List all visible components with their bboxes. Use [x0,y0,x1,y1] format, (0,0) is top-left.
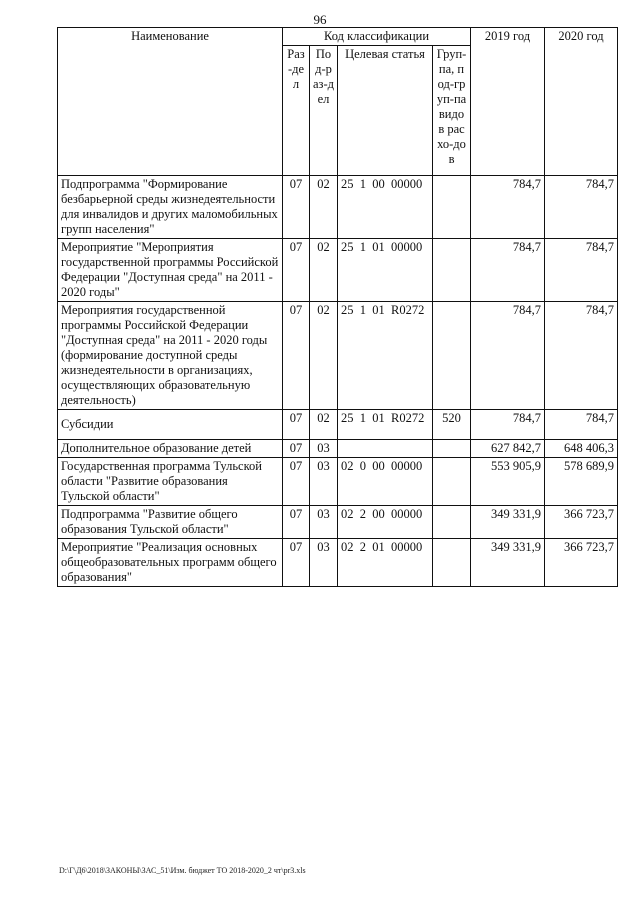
row-target: 25 1 01 R0272 [338,302,433,410]
row-section: 07 [283,302,310,410]
row-2020: 784,7 [545,176,618,239]
row-group [433,506,471,539]
table-row [58,440,618,458]
row-2019: 553 905,9 [471,458,545,506]
row-target [338,440,433,458]
row-group [433,440,471,458]
row-section: 07 [283,539,310,587]
footer-file-path: D:\Г\Д6\2018\ЗАКОНЫ\ЗАС_51\Изм. бюджет ТО 2018-2020_2 чт\pr3.xls [59,866,306,875]
table-row [58,302,618,410]
row-2019: 784,7 [471,410,545,440]
row-2019: 349 331,9 [471,539,545,587]
table-row [58,458,618,506]
row-name: Субсидии [58,410,283,440]
row-group [433,302,471,410]
row-2019: 784,7 [471,176,545,239]
table-row [58,176,618,239]
header-section: Раз-дел [283,46,310,176]
row-2020: 366 723,7 [545,506,618,539]
row-subsection: 03 [310,506,338,539]
row-name: Подпрограмма "Развитие общего образования Тульской области" [58,506,283,539]
row-2020: 578 689,9 [545,458,618,506]
row-subsection: 03 [310,539,338,587]
row-group [433,458,471,506]
row-group [433,176,471,239]
row-subsection: 03 [310,458,338,506]
row-group [433,239,471,302]
row-target: 02 2 00 00000 [338,506,433,539]
table-row [58,239,618,302]
row-section: 07 [283,239,310,302]
table-row [58,506,618,539]
row-subsection: 02 [310,302,338,410]
row-2019: 349 331,9 [471,506,545,539]
row-2019: 784,7 [471,302,545,410]
row-name: Подпрограмма "Формирование безбарьерной среды жизнедеятельности для инвалидов и других маломобильных групп населения" [58,176,283,239]
row-2020: 784,7 [545,410,618,440]
row-name: Государственная программа Тульской области "Развитие образования Тульской области" [58,458,283,506]
row-name: Мероприятие "Реализация основных общеобразовательных программ общего образования" [58,539,283,587]
budget-table [57,27,618,587]
header-expense-group: Груп-па, под-груп-па видов расхо-дов [433,46,471,176]
row-subsection: 02 [310,176,338,239]
row-subsection: 02 [310,410,338,440]
row-subsection: 02 [310,239,338,302]
row-name: Мероприятия государственной программы Российской Федерации "Доступная среда" на 2011 - 2020 годы (формирование доступной среды жизнедеятельности в организациях, осуществляющих образовательную деятельность) [58,302,283,410]
row-target: 02 2 01 00000 [338,539,433,587]
row-section: 07 [283,458,310,506]
row-target: 25 1 01 R0272 [338,410,433,440]
row-group [433,539,471,587]
header-name: Наименование [58,28,283,176]
header-2019: 2019 год [471,28,545,176]
header-2020: 2020 год [545,28,618,176]
row-target: 25 1 01 00000 [338,239,433,302]
table-row [58,539,618,587]
row-2020: 366 723,7 [545,539,618,587]
row-section: 07 [283,176,310,239]
row-2019: 627 842,7 [471,440,545,458]
row-subsection: 03 [310,440,338,458]
row-section: 07 [283,440,310,458]
row-2020: 784,7 [545,239,618,302]
header-subsection: Под-раз-дел [310,46,338,176]
row-name: Дополнительное образование детей [58,440,283,458]
row-section: 07 [283,410,310,440]
row-group: 520 [433,410,471,440]
header-target-article: Целевая статья [338,46,433,176]
row-target: 25 1 00 00000 [338,176,433,239]
header-classification: Код классификации [283,28,471,46]
row-name: Мероприятие "Мероприятия государственной программы Российской Федерации "Доступная среда" на 2011 - 2020 годы" [58,239,283,302]
row-2020: 648 406,3 [545,440,618,458]
row-2019: 784,7 [471,239,545,302]
row-2020: 784,7 [545,302,618,410]
row-section: 07 [283,506,310,539]
page-number: 96 [313,12,327,27]
table-row [58,410,618,440]
row-target: 02 0 00 00000 [338,458,433,506]
